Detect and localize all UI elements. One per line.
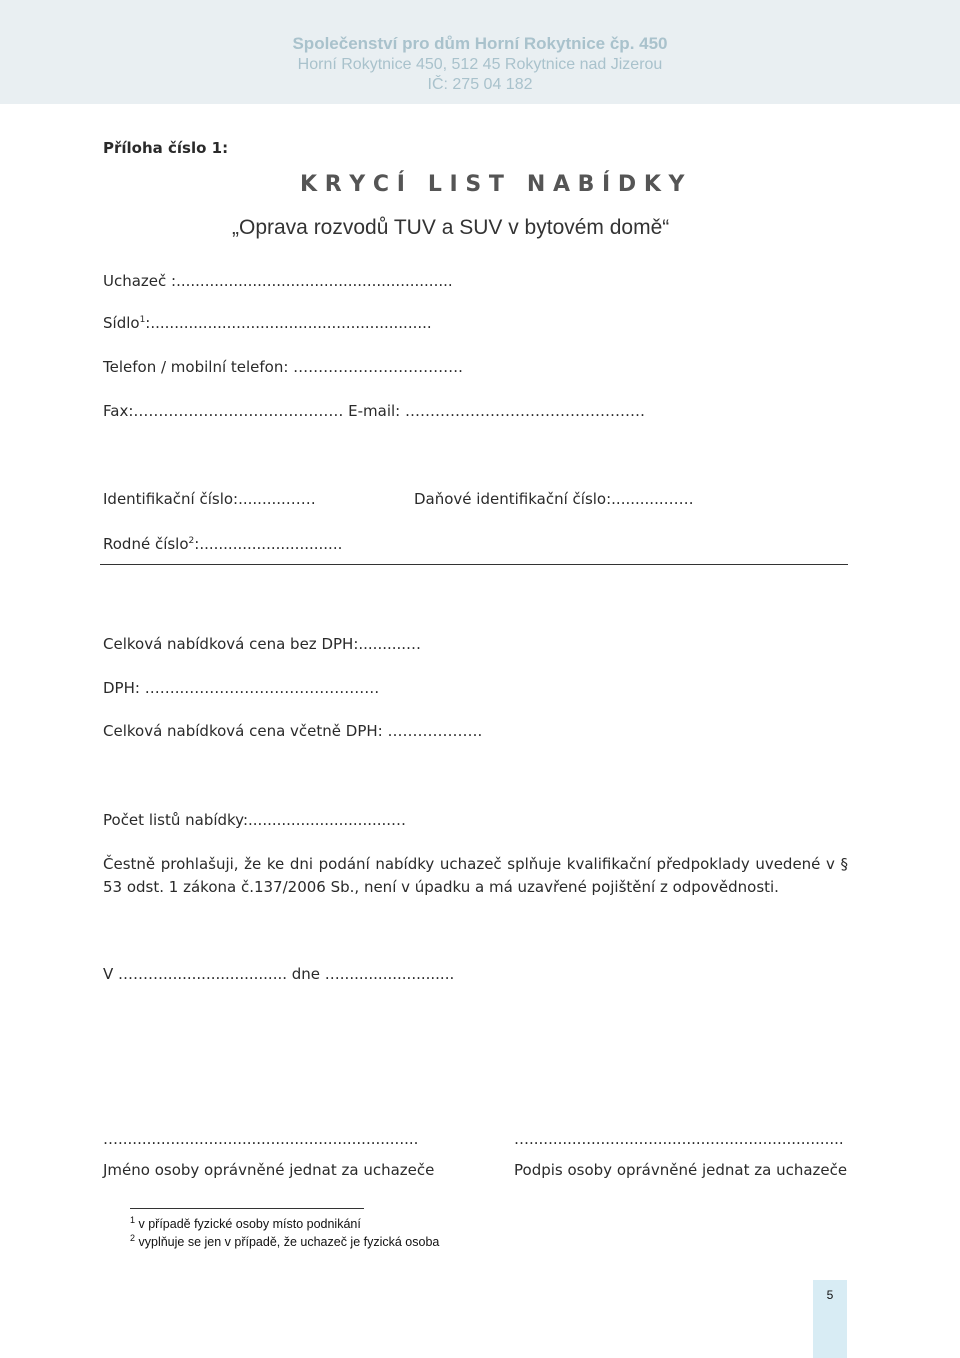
- footnote-2: [130, 1232, 440, 1249]
- footnote-ref-1: 1: [139, 315, 146, 325]
- footnote-divider: [130, 1208, 364, 1209]
- org-id: IČ: 275 04 182: [427, 76, 533, 93]
- field-price-with-vat: Celková nabídková cena včetně DPH: ……………….: [103, 722, 483, 740]
- footnote-ref-2: 2: [188, 536, 195, 546]
- section-divider: [100, 564, 848, 565]
- field-uchazec: Uchazeč :..........................................................: [103, 272, 453, 290]
- footnote-1-number: 1: [130, 1214, 136, 1225]
- field-price-no-vat: Celková nabídková cena bez DPH:..........…: [103, 635, 422, 653]
- field-sheet-count: Počet listů nabídky:..............................…: [103, 811, 407, 829]
- letterhead: [0, 0, 960, 104]
- signature-line-right: …..................................................................: [514, 1130, 844, 1148]
- field-rc-dots: :..............................: [194, 535, 343, 553]
- field-vat: DPH: ……..…………………………………: [103, 679, 380, 697]
- signature-label-sign: Podpis osoby oprávněné jednat za uchazeče: [514, 1161, 848, 1179]
- declaration-text: Čestně prohlašuji, že ke dni podání nabídky uchazeč splňuje kvalifikační předpoklady uvedené v § 53 odst. 1 zákona č.137/2006 Sb., není v úpadku a má uzavřené pojištění z odpovědnosti.: [103, 855, 848, 896]
- signature-label-name: Jméno osoby oprávněné jednat za uchazeče: [103, 1161, 435, 1179]
- document-subtitle: „Oprava rozvodů TUV a SUV v bytovém domě“: [232, 216, 670, 239]
- document-title: K R Y C Í L I S T N A B Í D K Y: [300, 172, 685, 197]
- field-sidlo: [103, 314, 432, 332]
- field-sidlo-label: Sídlo: [103, 314, 140, 332]
- org-name: Společenství pro dům Horní Rokytnice čp. 450: [292, 34, 668, 53]
- page-number-box: [813, 1280, 847, 1358]
- footnote-1: [130, 1214, 361, 1231]
- footnote-1-text: v případě fyzické osoby místo podnikání: [135, 1217, 361, 1231]
- footnote-2-text: vyplňuje se jen v případě, že uchazeč je fyzická osoba: [135, 1235, 440, 1249]
- field-rodne-cislo: [103, 535, 342, 553]
- field-sidlo-dots: :...........................................................: [145, 314, 432, 332]
- place-date-line: V ……….......................... dne …........................: [103, 965, 455, 983]
- org-address: Horní Rokytnice 450, 512 45 Rokytnice nad Jizerou: [297, 56, 663, 73]
- page-number: 5: [826, 1288, 834, 1302]
- footnote-2-number: 2: [130, 1232, 136, 1243]
- field-rc-label: Rodné číslo: [103, 535, 189, 553]
- field-telefon: Telefon / mobilní telefon: …………………………….: [103, 358, 463, 376]
- field-ic: Identifikační číslo:..........……: [103, 490, 316, 508]
- field-dic: Daňové identifikační číslo:...........……: [414, 490, 694, 508]
- attachment-label: Příloha číslo 1:: [103, 139, 229, 157]
- field-fax-email: Fax:…………………………………… E-mail: …………………………………………: [103, 402, 645, 420]
- signature-line-left: …...............................................................: [103, 1130, 419, 1148]
